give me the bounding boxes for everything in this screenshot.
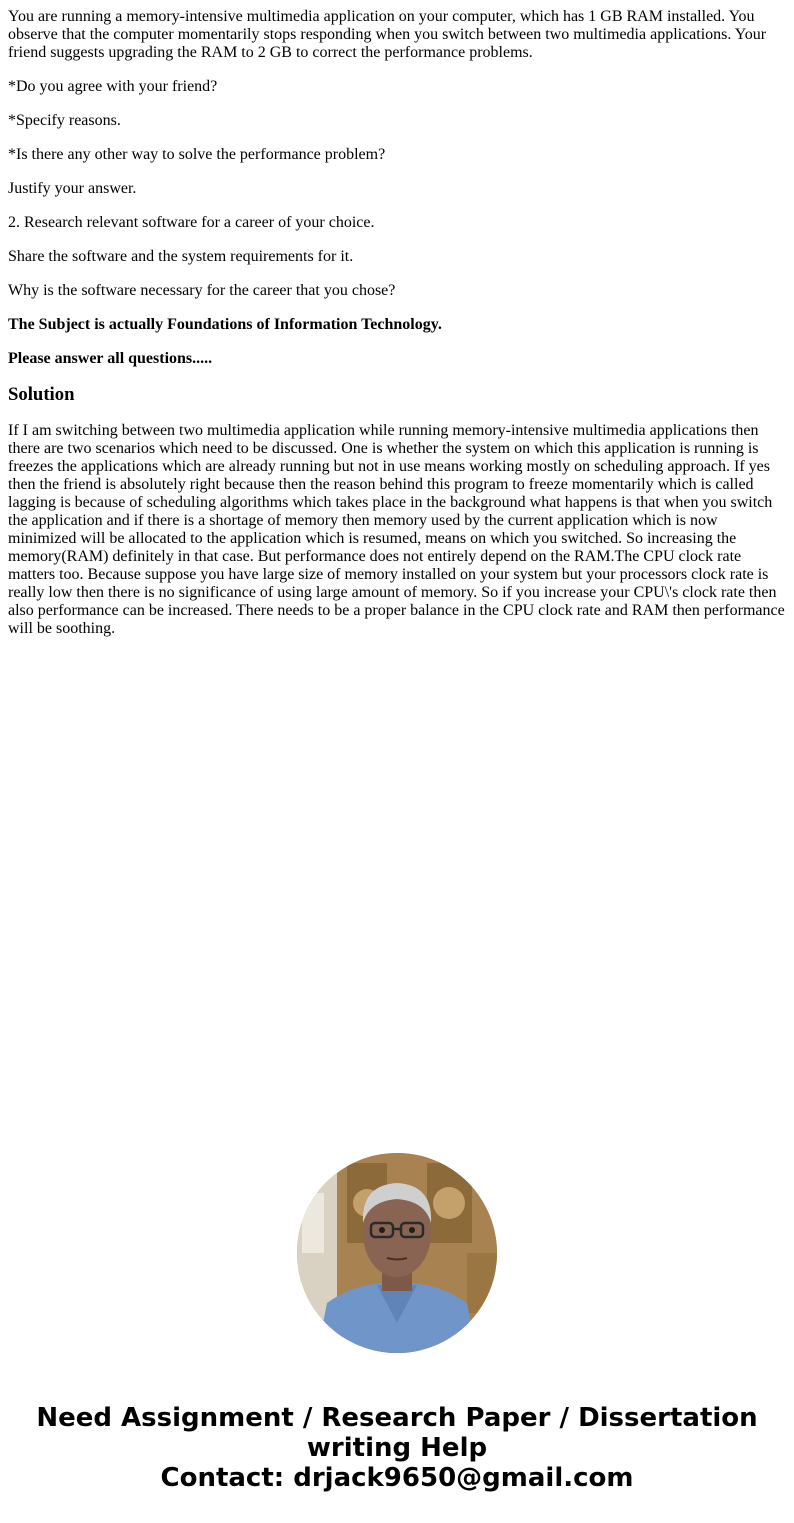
promo-banner [0, 1403, 794, 1493]
author-avatar [297, 1153, 497, 1353]
question-paragraph-6: 2. Research relevant software for a career of your choice. [8, 214, 375, 231]
document-body [8, 0, 786, 654]
promo-line-2: writing Help [306, 1433, 488, 1463]
question-paragraph-5: Justify your answer. [8, 180, 137, 197]
promo-line-1: Need Assignment / Research Paper / Dissertation [36, 1403, 758, 1433]
request-note: Please answer all questions..... [8, 350, 213, 367]
question-paragraph-7: Share the software and the system requirements for it. [8, 248, 354, 265]
question-paragraph-8: Why is the software necessary for the career that you chose? [8, 282, 396, 299]
solution-heading: Solution [8, 384, 75, 405]
question-paragraph-2: *Do you agree with your friend? [8, 78, 218, 95]
solution-text: If I am switching between two multimedia application while running memory-intensive multimedia applications then there are two scenarios which need to be discussed. One is whether the system on which this application is running is freezes the applications which are already running but not in use means working mostly on scheduling approach. If yes then the friend is absolutely right because then the reason behind this program to freeze momentarily which is called lagging is because of scheduling algorithms which takes place in the background what happens is that when you switch the application and if there is a shortage of memory then memory used by the current application which is now minimized will be allocated to the application which is resumed, means on which you switched. So increasing the memory(RAM) definitely in that case. But performance does not entirely depend on the RAM.The CPU clock rate matters too. Because suppose you have large size of memory installed on your system but your processors clock rate is really low then there is no significance of using large amount of memory. So if you increase your CPU\'s clock rate then also performance can be increased. There needs to be a proper balance in the CPU clock rate and RAM then performance will be soothing. [8, 422, 785, 637]
question-paragraph-4: *Is there any other way to solve the performance problem? [8, 146, 386, 163]
promo-contact: Contact: drjack9650@gmail.com [160, 1463, 634, 1493]
question-paragraph-3: *Specify reasons. [8, 112, 121, 129]
question-paragraph-1: You are running a memory-intensive multimedia application on your computer, which has 1 GB RAM installed. You observe that the computer momentarily stops responding when you switch between two multimedia applications. Your friend suggests upgrading the RAM to 2 GB to correct the performance problems. [8, 8, 767, 61]
subject-note: The Subject is actually Foundations of Information Technology. [8, 316, 442, 333]
